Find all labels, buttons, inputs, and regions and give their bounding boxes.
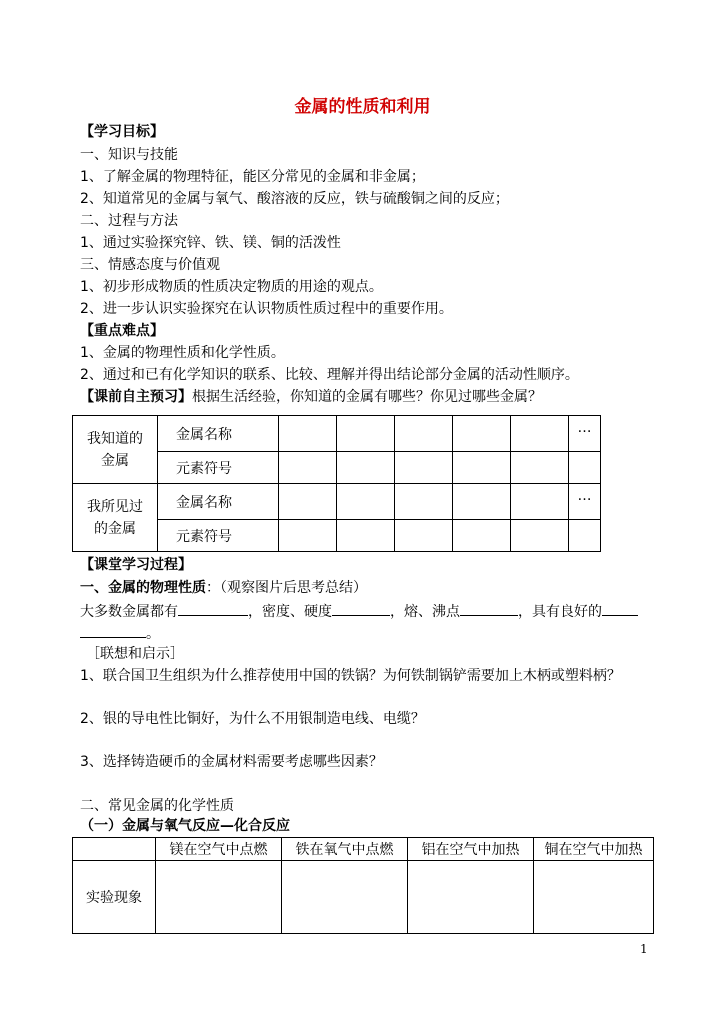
text-line: 二、过程与方法 [80, 213, 178, 229]
question-3: 3、选择铸造硬币的金属材料需要考虑哪些因素？ [80, 754, 383, 770]
table-cell[interactable] [453, 416, 511, 452]
table-cell[interactable] [511, 416, 569, 452]
table-cell[interactable] [279, 452, 337, 484]
answer-blank[interactable] [80, 623, 146, 638]
association-heading: ［联想和启示］ [86, 646, 184, 662]
table-cell[interactable] [453, 520, 511, 552]
question-1: 1、联合国卫生组织为什么推荐使用中国的铁锅？为何铁制锅铲需要加上木柄或塑料柄？ [80, 668, 621, 684]
question-2: 2、银的导电性比铜好，为什么不用银制造电线、电缆？ [80, 711, 425, 727]
table-cell[interactable] [408, 861, 534, 934]
section-class-process: 【课堂学习过程】 [80, 557, 192, 573]
answer-blank[interactable] [178, 601, 248, 616]
text-line: 一、知识与技能 [80, 147, 178, 163]
table-cell[interactable] [511, 520, 569, 552]
oxygen-reaction-heading: （一）金属与氧气反应—化合反应 [80, 818, 290, 834]
table-cell[interactable] [337, 452, 395, 484]
row-label-name: 金属名称 [158, 484, 279, 520]
text-line: 2、进一步认识实验探究在认识物质性质过程中的重要作用。 [80, 301, 453, 317]
column-header: 铝在空气中加热 [408, 838, 534, 861]
row-label-observation: 实验现象 [73, 861, 156, 934]
table-cell[interactable] [511, 484, 569, 520]
ellipsis-cell: … [569, 416, 601, 452]
page-number: 1 [640, 942, 648, 956]
fill-in-line: 。 [80, 623, 160, 643]
section-objectives: 【学习目标】 [80, 124, 164, 140]
table-cell[interactable] [337, 416, 395, 452]
table-cell[interactable] [395, 416, 453, 452]
answer-blank[interactable] [460, 601, 518, 616]
column-header: 铜在空气中加热 [534, 838, 654, 861]
group-known-metals: 我知道的金属 [73, 416, 158, 484]
row-label-symbol: 元素符号 [158, 452, 279, 484]
column-header: 铁在氧气中点燃 [282, 838, 408, 861]
table-cell[interactable] [534, 861, 654, 934]
answer-blank[interactable] [332, 601, 390, 616]
preview-text: 根据生活经验，你知道的金属有哪些？你见过哪些金属？ [192, 389, 542, 405]
table-cell[interactable] [395, 520, 453, 552]
text-line: 1、初步形成物质的性质决定物质的用途的观点。 [80, 279, 383, 295]
known-metals-table [72, 415, 601, 552]
row-label-name: 金属名称 [158, 416, 279, 452]
text-line: 三、情感态度与价值观 [80, 257, 220, 273]
table-cell[interactable] [279, 484, 337, 520]
table-cell[interactable] [453, 484, 511, 520]
row-label-symbol: 元素符号 [158, 520, 279, 552]
table-cell[interactable] [337, 520, 395, 552]
text-line: 1、金属的物理性质和化学性质。 [80, 345, 285, 361]
table-cell[interactable] [282, 861, 408, 934]
table-cell[interactable] [569, 520, 601, 552]
text-line: 1、通过实验探究锌、铁、镁、铜的活泼性 [80, 235, 341, 251]
chemical-properties-heading: 二、常见金属的化学性质 [80, 798, 234, 814]
heading-bold: 一、金属的物理性质 [80, 580, 206, 596]
text-line: 2、知道常见的金属与氧气、酸溶液的反应，铁与硫酸铜之间的反应； [80, 191, 509, 207]
answer-blank[interactable] [602, 601, 638, 616]
physical-properties-heading [80, 579, 367, 597]
column-header: 镁在空气中点燃 [156, 838, 282, 861]
table-cell[interactable] [279, 520, 337, 552]
ellipsis-cell: … [569, 484, 601, 520]
preview-heading: 【课前自主预习】 [80, 389, 192, 405]
table-cell[interactable] [453, 452, 511, 484]
page-title: 金属的性质和利用 [294, 97, 431, 117]
heading-note: ：（观察图片后思考总结） [206, 580, 367, 596]
table-cell[interactable] [511, 452, 569, 484]
text-line: 1、了解金属的物理特征，能区分常见的金属和非金属； [80, 169, 425, 185]
section-preview [80, 388, 542, 406]
table-cell[interactable] [395, 484, 453, 520]
fill-in-line: 大多数金属都有 ，密度、硬度 ，熔、沸点 ，具有良好的 [80, 601, 638, 621]
table-cell[interactable] [569, 452, 601, 484]
table-cell[interactable] [337, 484, 395, 520]
oxygen-reaction-table [72, 837, 654, 934]
text-line: 2、通过和已有化学知识的联系、比较、理解并得出结论部分金属的活动性顺序。 [80, 367, 579, 383]
table-corner-cell [73, 838, 156, 861]
table-cell[interactable] [156, 861, 282, 934]
section-key-points: 【重点难点】 [80, 323, 164, 339]
table-cell[interactable] [395, 452, 453, 484]
group-seen-metals: 我所见过的金属 [73, 484, 158, 552]
table-cell[interactable] [279, 416, 337, 452]
